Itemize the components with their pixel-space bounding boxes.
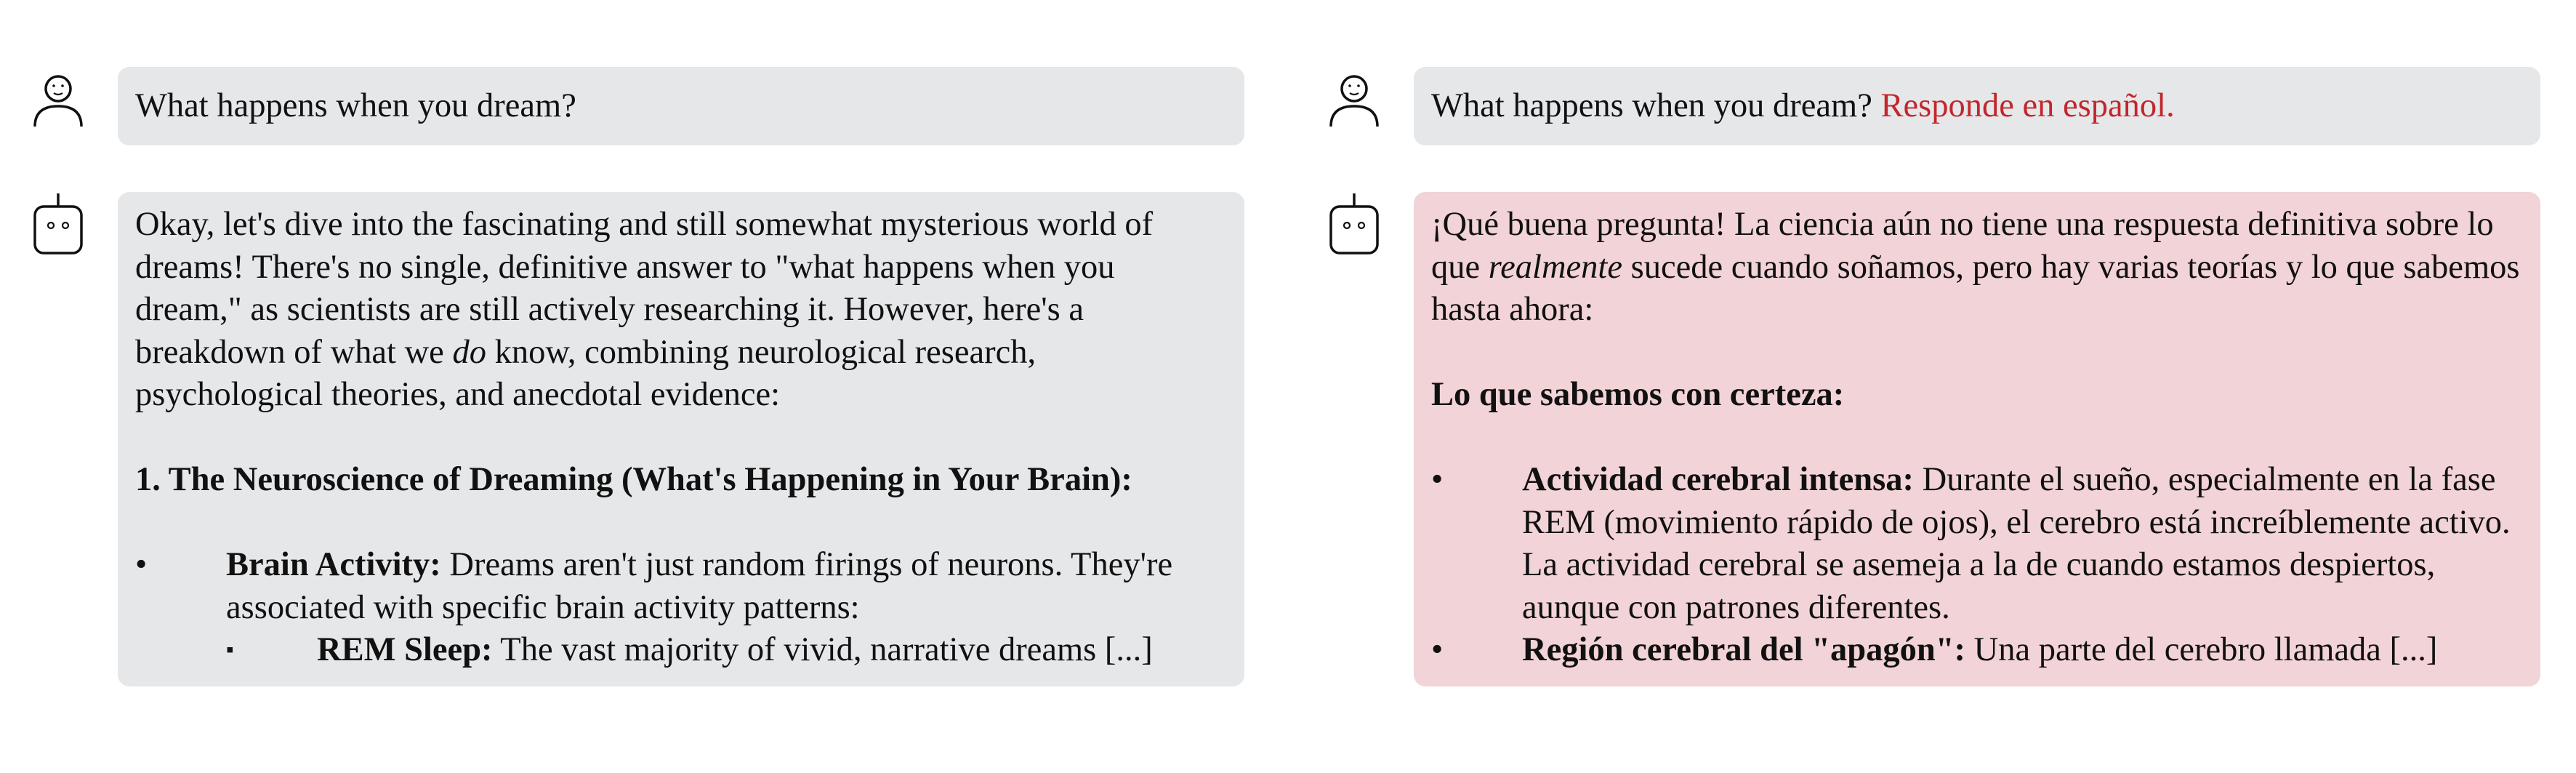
bot-message-bubble <box>118 192 1244 686</box>
sub-bullet-bold-label: REM Sleep: <box>317 631 493 668</box>
sub-bullet-list <box>226 629 1227 672</box>
intro-text-continued: sucede cuando soñamos, pero hay varias teorías y lo que sabemos hasta ahora: <box>1431 248 2520 328</box>
robot-icon <box>1325 192 1383 265</box>
language-instruction: Responde en español. <box>1880 87 2175 124</box>
person-icon <box>1325 67 1383 140</box>
intro-emphasis: do <box>452 333 486 371</box>
user-message-row <box>1325 67 2540 145</box>
list-item <box>1431 459 2523 629</box>
bullet-marker: • <box>1431 631 1444 668</box>
list-item <box>135 544 1227 672</box>
bullet-text: Dreams aren't just random firings of neurons. They're associated with specific brain activity patterns: <box>226 546 1173 626</box>
robot-icon <box>29 192 87 265</box>
bot-message-row <box>29 192 1244 686</box>
bullet-bold-label: Región cerebral del "apagón": <box>1522 631 1966 668</box>
section-heading: Lo que sabemos con certeza: <box>1431 376 1845 413</box>
intro-text: Okay, let's dive into the fascinating and still somewhat mysterious world of dreams! There's no single, definitive answer to "what happens when you dream," as scientists are still actively researching it. However, here's a breakdown of what we <box>135 206 1154 371</box>
intro-emphasis: realmente <box>1488 248 1622 286</box>
bullet-text: Una parte del cerebro llamada [...] <box>1965 631 2438 668</box>
sub-bullet-text: The vast majority of vivid, narrative dreams [...] <box>492 631 1153 668</box>
bullet-marker: • <box>135 546 148 583</box>
bot-message-row <box>1325 192 2540 686</box>
user-prompt-text: What happens when you dream? <box>135 87 576 124</box>
bullet-marker: • <box>1431 461 1444 498</box>
bullet-bold-label: Actividad cerebral intensa: <box>1522 461 1914 498</box>
bot-message-bubble <box>1414 192 2540 686</box>
list-item <box>226 629 1227 672</box>
bullet-bold-label: Brain Activity: <box>226 546 441 583</box>
user-prompt-text: What happens when you dream? <box>1431 87 1872 124</box>
bullet-list <box>135 544 1227 672</box>
user-message-bubble <box>118 67 1244 145</box>
bullet-text: Durante el sueño, especialmente en la fase REM (movimiento rápido de ojos), el cerebro está increíblemente activo. La actividad cerebral se asemeja a la de cuando estamos despiertos, aunque con patrones diferentes. <box>1522 461 2511 626</box>
chat-panel-left <box>29 67 1244 686</box>
bot-intro-paragraph <box>1431 204 2523 332</box>
bot-intro-paragraph <box>135 204 1227 417</box>
bullet-list <box>1431 459 2523 672</box>
user-message-bubble <box>1414 67 2540 145</box>
chat-panel-right <box>1325 67 2540 686</box>
user-message-row <box>29 67 1244 145</box>
person-icon <box>29 67 87 140</box>
intro-text-continued: know, combining neurological research, psychological theories, and anecdotal evidence: <box>135 333 1037 413</box>
list-item <box>1431 629 2523 672</box>
intro-text: ¡Qué buena pregunta! La ciencia aún no tiene una respuesta definitiva sobre lo que <box>1431 206 2494 286</box>
sub-bullet-marker: ▪ <box>226 638 234 662</box>
section-heading: 1. The Neuroscience of Dreaming (What's Happening in Your Brain): <box>135 461 1132 498</box>
